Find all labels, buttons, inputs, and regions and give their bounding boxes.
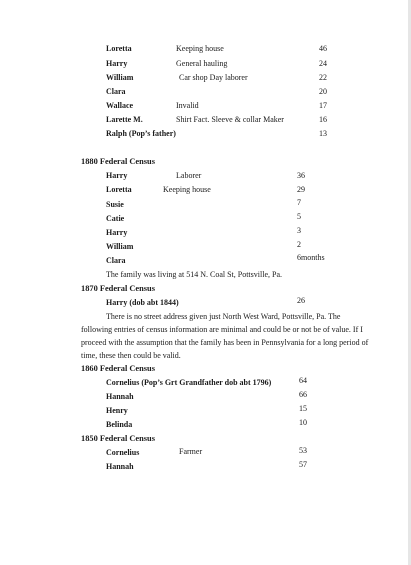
- census-1880-age-1: 29: [297, 185, 305, 194]
- top-age-4: 17: [319, 101, 327, 110]
- census-1860-name-1: Hannah: [106, 392, 134, 401]
- census-1860-age-1: 66: [299, 390, 307, 399]
- census-1850-name-0: Cornelius: [106, 448, 140, 457]
- top-occupation-1: General hauling: [176, 59, 228, 68]
- census-1880-name-0: Harry: [106, 171, 128, 180]
- census-1860-name-3: Belinda: [106, 420, 133, 429]
- census-1880-note: The family was living at 514 N. Coal St, Pottsville, Pa.: [106, 270, 282, 279]
- top-age-5: 16: [319, 115, 327, 124]
- top-name-6: Ralph (Pop’s father): [106, 129, 176, 138]
- census-1870-name-0: Harry (dob abt 1844): [106, 298, 179, 307]
- census-1860-age-2: 15: [299, 404, 307, 413]
- census-1880-name-4: Harry: [106, 228, 128, 237]
- census-1850-age-1: 57: [299, 460, 307, 469]
- census-1860-heading: 1860 Federal Census: [81, 364, 155, 373]
- census-1880-age-4: 3: [297, 226, 301, 235]
- top-age-2: 22: [319, 73, 327, 82]
- top-age-0: 46: [319, 44, 327, 53]
- census-1870-heading: 1870 Federal Census: [81, 284, 155, 293]
- top-name-0: Loretta: [106, 44, 132, 53]
- top-name-4: Wallace: [106, 101, 134, 110]
- top-age-1: 24: [319, 59, 327, 68]
- census-1860-age-3: 10: [299, 418, 307, 427]
- census-1870-paragraph-line-1: following entries of census information are minimal and could be or not be of value. If I: [81, 325, 363, 334]
- top-name-1: Harry: [106, 59, 128, 68]
- census-1870-paragraph-line-2: proceed with the assumption that the family has been in Pennsylvania for a long period of: [81, 338, 369, 347]
- census-1880-age-2: 7: [297, 198, 301, 207]
- census-1880-name-6: Clara: [106, 256, 126, 265]
- census-1850-occupation-0: Farmer: [179, 447, 203, 456]
- top-name-3: Clara: [106, 87, 126, 96]
- top-age-6: 13: [319, 129, 327, 138]
- census-1880-occupation-1: Keeping house: [163, 185, 211, 194]
- top-name-2: William: [106, 73, 134, 82]
- census-1870-paragraph-line-3: time, these then could be valid.: [81, 351, 181, 360]
- top-occupation-5: Shirt Fact. Sleeve & collar Maker: [176, 115, 284, 124]
- census-1850-name-1: Hannah: [106, 462, 134, 471]
- census-1880-age-0: 36: [297, 171, 305, 180]
- census-1870-age-0: 26: [297, 296, 305, 305]
- census-1860-name-0: Cornelius (Pop’s Grt Grandfather dob abt 1796): [106, 378, 272, 387]
- census-1880-age-3: 5: [297, 212, 301, 221]
- census-1880-age-5: 2: [297, 240, 301, 249]
- top-occupation-2: Car shop Day laborer: [179, 73, 248, 82]
- census-1880-name-1: Loretta: [106, 185, 132, 194]
- census-1860-age-0: 64: [299, 376, 307, 385]
- census-1870-paragraph-line-0: There is no street address given just North West Ward, Pottsville, Pa. The: [106, 312, 341, 321]
- top-age-3: 20: [319, 87, 327, 96]
- census-1880-name-2: Susie: [106, 200, 124, 209]
- census-1850-heading: 1850 Federal Census: [81, 434, 155, 443]
- top-name-5: Larette M.: [106, 115, 143, 124]
- top-occupation-4: Invalid: [176, 101, 199, 110]
- top-occupation-0: Keeping house: [176, 44, 224, 53]
- census-1880-occupation-0: Laborer: [176, 171, 202, 180]
- census-1880-name-3: Catie: [106, 214, 125, 223]
- census-1880-age-6: 6months: [297, 253, 325, 262]
- census-1880-heading: 1880 Federal Census: [81, 157, 155, 166]
- census-1850-age-0: 53: [299, 446, 307, 455]
- census-1860-name-2: Henry: [106, 406, 128, 415]
- census-1880-name-5: William: [106, 242, 134, 251]
